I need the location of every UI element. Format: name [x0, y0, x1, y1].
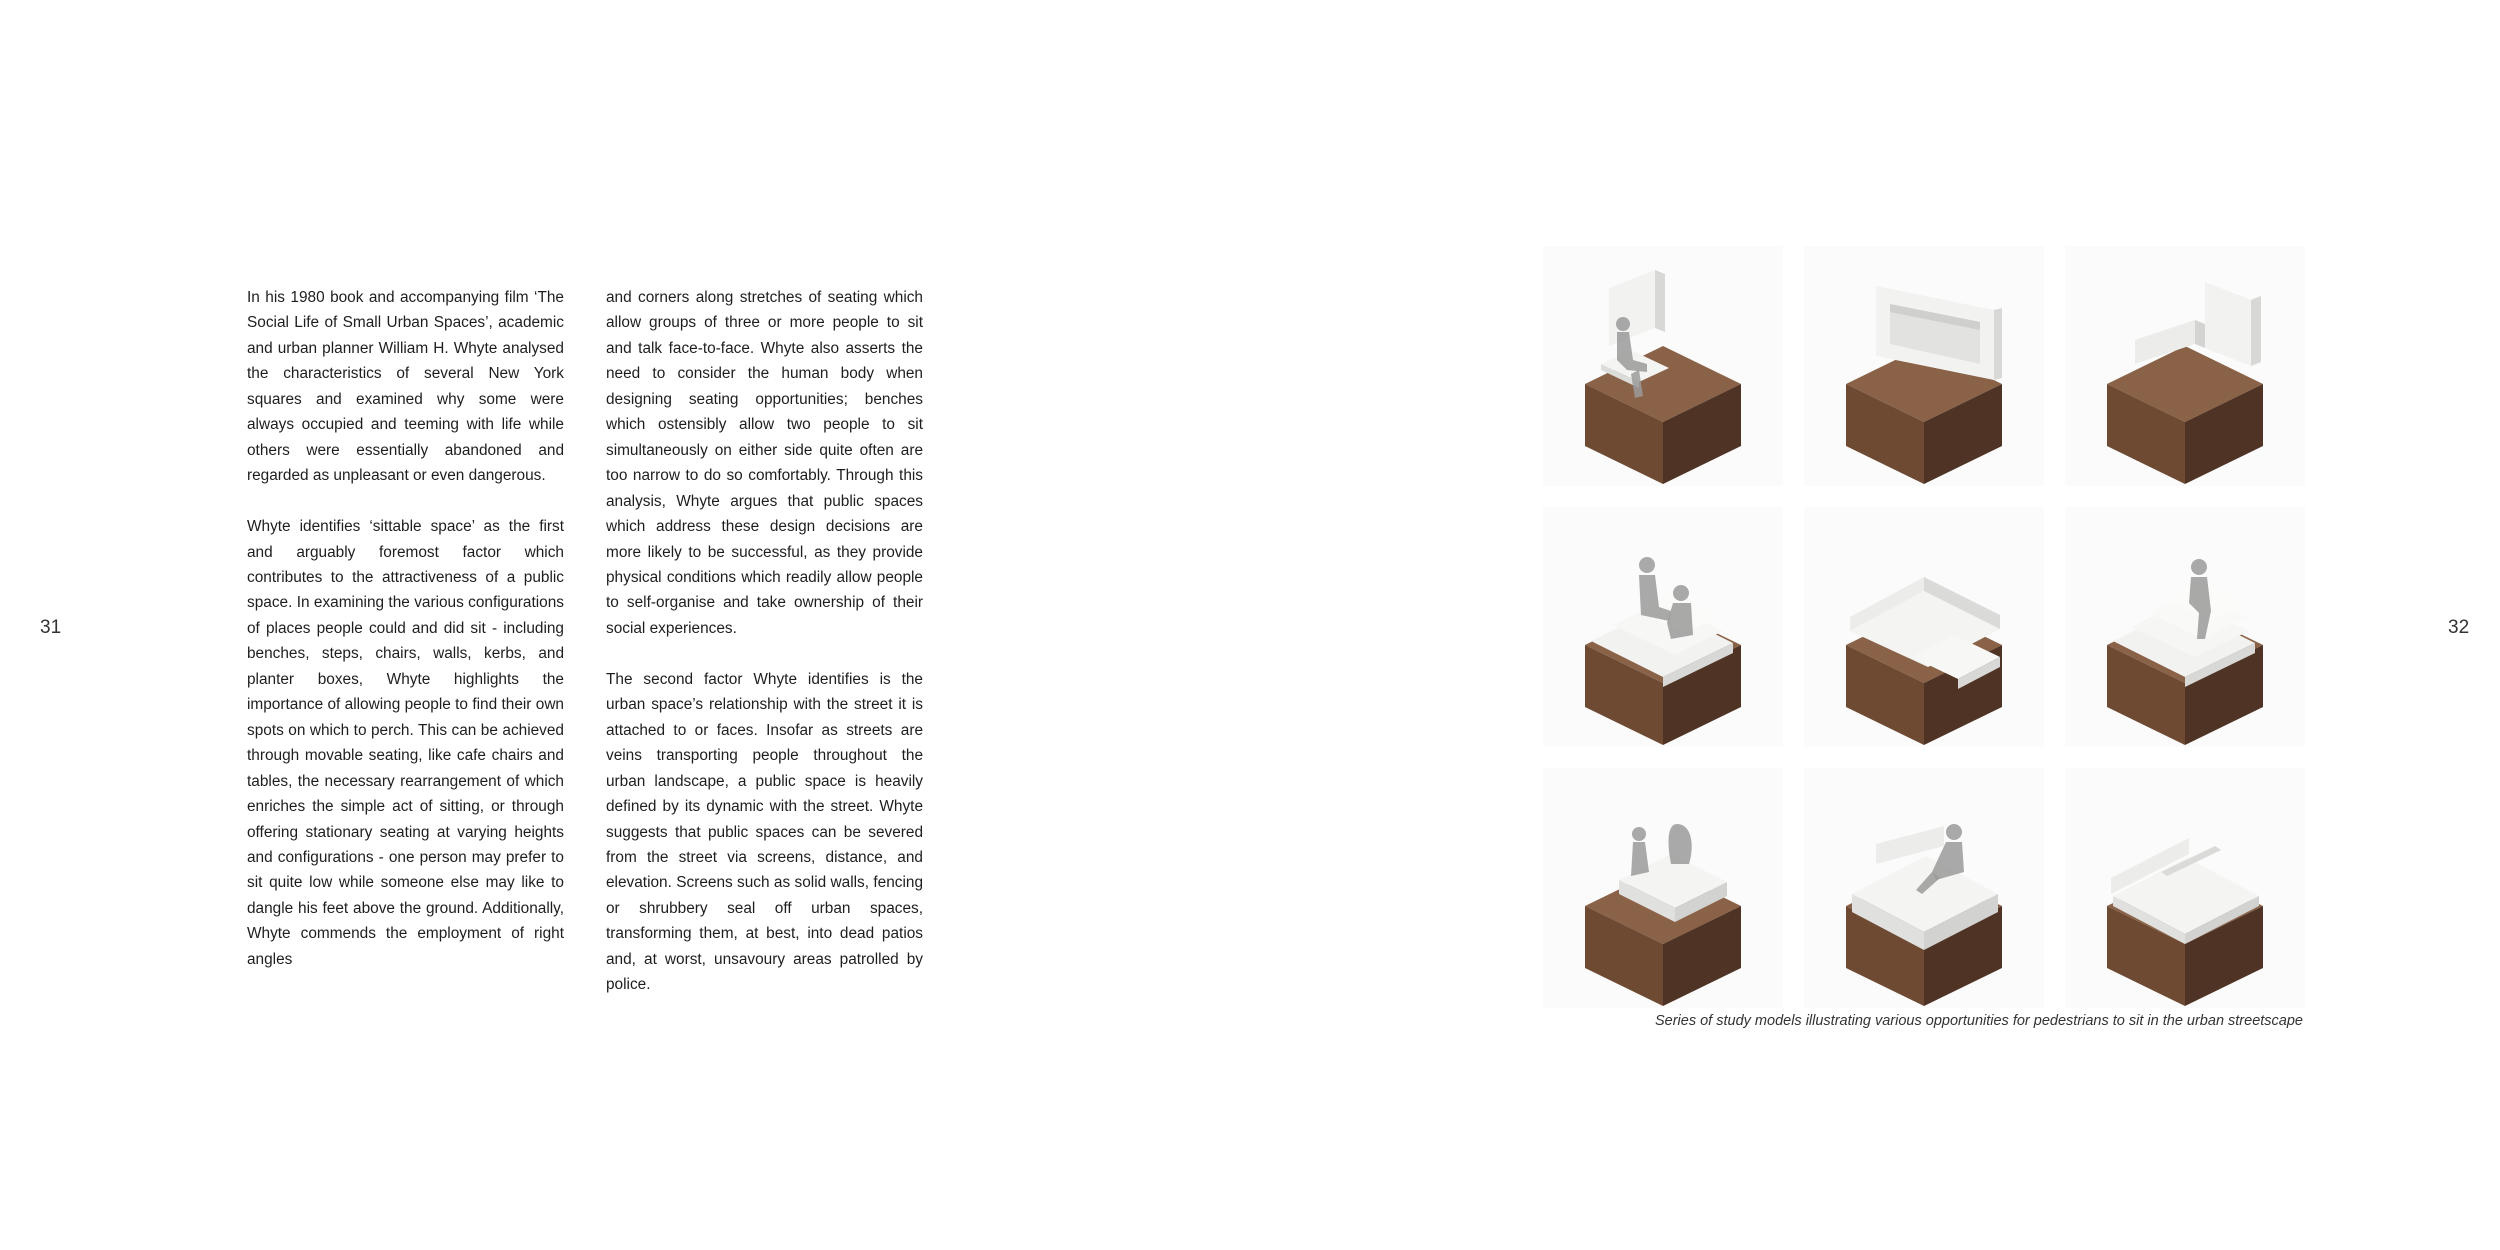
text-column-right: [606, 285, 923, 1023]
steps-walking-figure-model-icon: [2065, 507, 2305, 747]
frame-wall-model-icon: [1804, 246, 2044, 486]
steps-corner-model-icon: [1804, 507, 2044, 747]
paragraph: In his 1980 book and accompanying film ‘The Social Life of Small Urban Spaces’, academic and urban planner William H. Whyte analysed the characteristics of several New York squares and examined why some were always occupied and teeming with life while others were essentially abandoned and regarded as unpleasant or even dangerous.: [247, 289, 564, 485]
study-models-grid: [1543, 246, 2305, 1008]
platform-ledge-model-icon: [2065, 768, 2305, 1008]
raised-platform-sitting-figure-model-icon: [1804, 768, 2044, 1008]
paragraph: Whyte identifies ‘sittable space’ as the first and arguably foremost factor which contributes to the attractiveness of a public space. In examining the various configurations of places people could and did sit - including benches, steps, chairs, walls, kerbs, and planter boxes, Whyte highlights the importance of allowing people to find their own spots on which to perch. This can be achieved through movable seating, like cafe chairs and tables, the necessary rearrangement of which enriches the simple act of sitting, or through offering stationary seating at varying heights and configurations - one person may prefer to sit quite low while someone else may like to dangle his feet above the ground. Additionally, Whyte commends the employment of right angles: [247, 518, 564, 968]
page-number-right: 32: [2448, 617, 2470, 638]
steps-two-figures-model-icon: [1543, 507, 1783, 747]
text-column-left: [247, 285, 564, 998]
paragraph: The second factor Whyte identifies is the urban space’s relationship with the street it is attached to or faces. Insofar as streets are veins transporting people throughout the urban landscape, a public space is heavily defined by its dynamic with the street. Whyte suggests that public spaces can be severed from the street via screens, distance, and elevation. Screens such as solid walls, fencing or shrubbery seal off urban spaces, transforming them, at best, into dead patios and, at worst, unsavoury areas patrolled by police.: [606, 670, 923, 994]
low-platform-two-figures-model-icon: [1543, 768, 1783, 1008]
corner-wall-model-icon: [2065, 246, 2305, 486]
page-number-left: 31: [40, 617, 62, 638]
wall-bench-sitting-figure-model-icon: [1543, 246, 1783, 486]
paragraph: and corners along stretches of seating which allow groups of three or more people to sit and talk face-to-face. Whyte also asserts the need to consider the human body when designing seating opportunities; benches which ostensibly allow two people to sit simultaneously on either side quite often are too narrow to do so comfortably. Through this analysis, Whyte argues that public spaces which address these design decisions are more likely to be successful, as they provide physical conditions which readily allow people to self-organise and take ownership of their social experiences.: [606, 289, 923, 637]
figure-caption: Series of study models illustrating various opportunities for pedestrians to sit in the urban streetscape: [1654, 1013, 2303, 1029]
